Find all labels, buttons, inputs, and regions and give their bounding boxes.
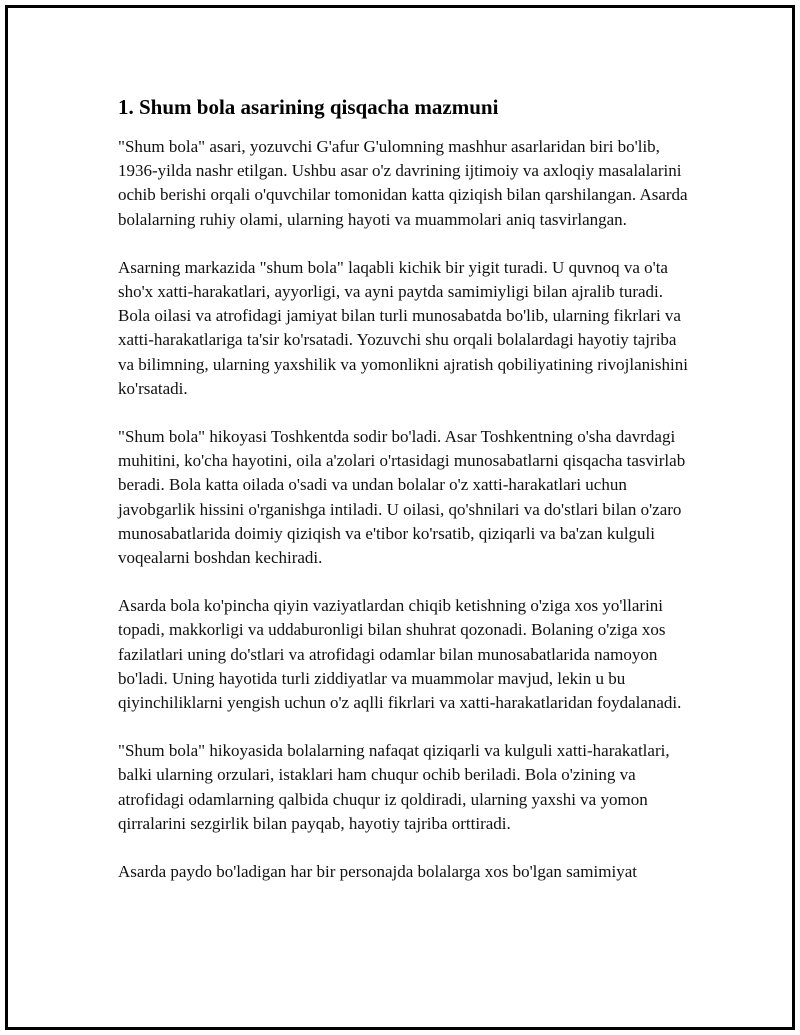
document-body	[118, 94, 692, 908]
paragraph-2: Asarning markazida "shum bola" laqabli kichik bir yigit turadi. U quvnoq va o'ta sho'x xatti-harakatlari, ayyorligi, va ayni paytda samimiyligi bilan ajralib turadi. Bola oilasi va atrofidagi jamiyat bilan turli munosabatda bo'lib, ularning fikrlari va xatti-harakatlariga ta'sir ko'rsatadi. Yozuvchi shu orqali bolalardagi hayotiy tajriba va bilimning, ularning yaxshilik va yomonlikni ajratish qobiliyatining rivojlanishini ko'rsatadi.	[118, 257, 688, 398]
paragraph-1: "Shum bola" asari, yozuvchi G'afur G'ulomning mashhur asarlaridan biri bo'lib, 1936-yilda nashr etilgan. Ushbu asar o'z davrining ijtimoiy va axloqiy masalalarini ochib berishi orqali o'quvchilar tomonidan katta qiziqish bilan qarshilangan. Asarda bolalarning ruhiy olami, ularning hayoti va muammolari aniq tasvirlangan.	[118, 137, 688, 229]
paragraph-4: Asarda bola ko'pincha qiyin vaziyatlardan chiqib ketishning o'ziga xos yo'llarini topadi, makkorligi va uddaburonligi bilan shuhrat qozonadi. Bolaning o'ziga xos fazilatlari uning do'stlari va atrofidagi odamlar bilan munosabatlarida namoyon bo'ladi. Uning hayotida turli ziddiyatlar va muammolar mavjud, lekin u bu qiyinchiliklarni yengish uchun o'z aqlli fikrlari va xatti-harakatlaridan foydalanadi.	[118, 596, 682, 713]
paragraph-6: Asarda paydo bo'ladigan har bir personajda bolalarga xos bo'lgan samimiyat	[118, 862, 637, 882]
paragraph-3: "Shum bola" hikoyasi Toshkentda sodir bo'ladi. Asar Toshkentning o'sha davrdagi muhitini, ko'cha hayotini, oila a'zolari o'rtasidagi munosabatlarni qisqacha tasvirlab beradi. Bola katta oilada o'sadi va undan bolalar o'z xatti-harakatlari uchun javobgarlik hissini o'rganishga intiladi. U oilasi, qo'shnilari va do'stlari bilan o'zaro munosabatlarida doimiy qiziqish va e'tibor ko'rsatib, qiziqarli va ba'zan kulguli voqealarni boshdan kechiradi.	[118, 427, 686, 568]
paragraph-5: "Shum bola" hikoyasida bolalarning nafaqat qiziqarli va kulguli xatti-harakatlari, balki ularning orzulari, istaklari ham chuqur ochib beriladi. Bola o'zining va atrofidagi odamlarning qalbida chuqur iz qoldiradi, ularning yaxshi va yomon qirralarini sezgirlik bilan payqab, hayotiy tajriba orttiradi.	[118, 741, 670, 833]
section-heading: 1. Shum bola asarining qisqacha mazmuni	[118, 95, 499, 119]
